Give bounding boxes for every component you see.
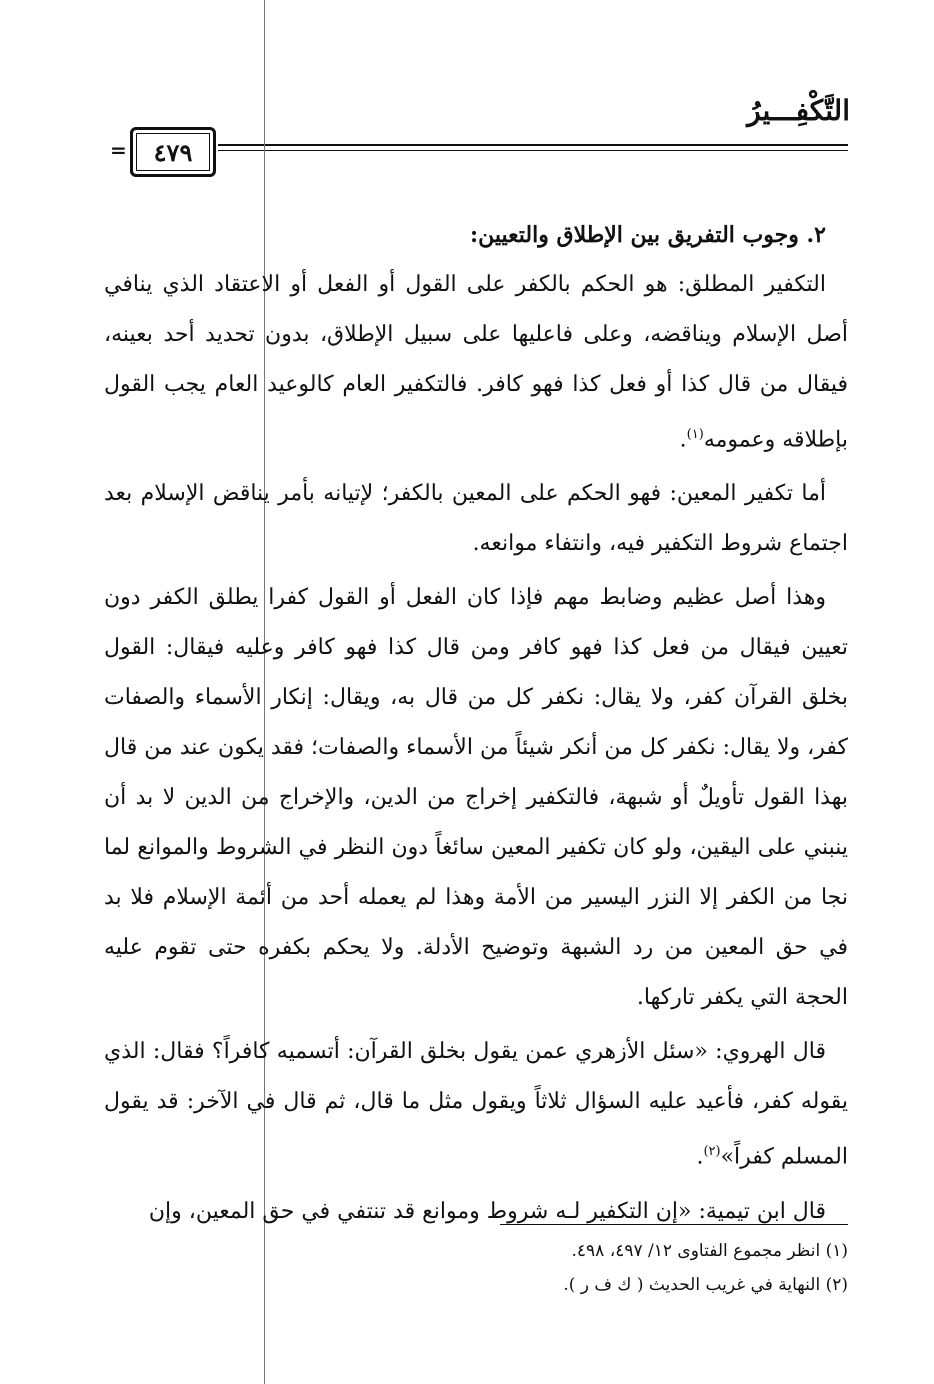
footnote-ref: (١)	[686, 427, 704, 442]
header-rule-bottom	[218, 150, 848, 151]
footnote-separator	[500, 1224, 848, 1225]
paragraph: قال الهروي: «سئل الأزهري عمن يقول بخلق القرآن: أتسميه كافراً؟ فقال: الذي يقوله كفر، فأعيد عليه السؤال ثلاثاً ويقول مثل ما قال، ثم قال في الآخر: قد يقول المسلم كفراً»$^{(٢)}$.	[104, 1039, 848, 1170]
main-text	[104, 210, 848, 1241]
page-number: ٤٧٩	[130, 127, 216, 177]
footnotes	[104, 1234, 848, 1302]
paragraph: قال ابن تيمية: «إن التكفير لـه شروط وموانع قد تنتفي في حق المعين، وإن	[148, 1198, 826, 1224]
footnote: (١) انظر مجموع الفتاوى ١٢/ ٤٩٧، ٤٩٨.	[571, 1241, 848, 1261]
footnote-ref: (٢)	[703, 1144, 721, 1160]
ornament-mark: =	[110, 138, 127, 162]
section-heading: ٢. وجوب التفريق بين الإطلاق والتعيين:	[470, 222, 826, 248]
running-title: التَّكْفِـــيرُ	[747, 94, 850, 127]
header-rule-top	[218, 144, 848, 146]
footnote: (٢) النهاية في غريب الحديث ( ك ف ر ).	[563, 1275, 848, 1295]
paragraph: وهذا أصل عظيم وضابط مهم فإذا كان الفعل أو القول كفرا يطلق الكفر دون تعيين فيقال من فعل كذا فهو كافر ومن قال كذا فهو كافر وعليه فيقال: القول بخلق القرآن كفر، ولا يقال: نكفر كل من قال به، ويقال: إنكار الأسماء والصفات كفر، ولا يقال: نكفر كل من أنكر شيئاً من الأسماء والصفات؛ فقد يكون عند من قال بهذا القول تأويلٌ أو شبهة، فالتكفير إخراج من الدين، والإخراج من الدين لا بد أن ينبني على اليقين، ولو كان تكفير المعين سائغاً دون النظر في الشروط والموانع لما نجا من الكفر إلا النزر اليسير من الأمة وهذا لم يعمله أحد من أئمة الإسلام فلا بد في حق المعين من رد الشبهة وتوضيح الأدلة. ولا يحكم بكفره حتى تقوم عليه الحجة التي يكفر تاركها.	[104, 585, 848, 1011]
paragraph: أما تكفير المعين: فهو الحكم على المعين بالكفر؛ لإتيانه بأمر يناقض الإسلام بعد اجتماع شروط التكفير فيه، وانتفاء موانعه.	[104, 481, 848, 557]
paragraph: التكفير المطلق: هو الحكم بالكفر على القول أو الفعل أو الاعتقاد الذي ينافي أصل الإسلام ويناقضه، وعلى فاعليها على سبيل الإطلاق، بدون تحديد أحد بعينه، فيقال من قال كذا أو فعل كذا فهو كافر. فالتكفير العام كالوعيد العام يجب القول بإطلاقه وعمومه$^{(١)}$.	[104, 272, 848, 453]
